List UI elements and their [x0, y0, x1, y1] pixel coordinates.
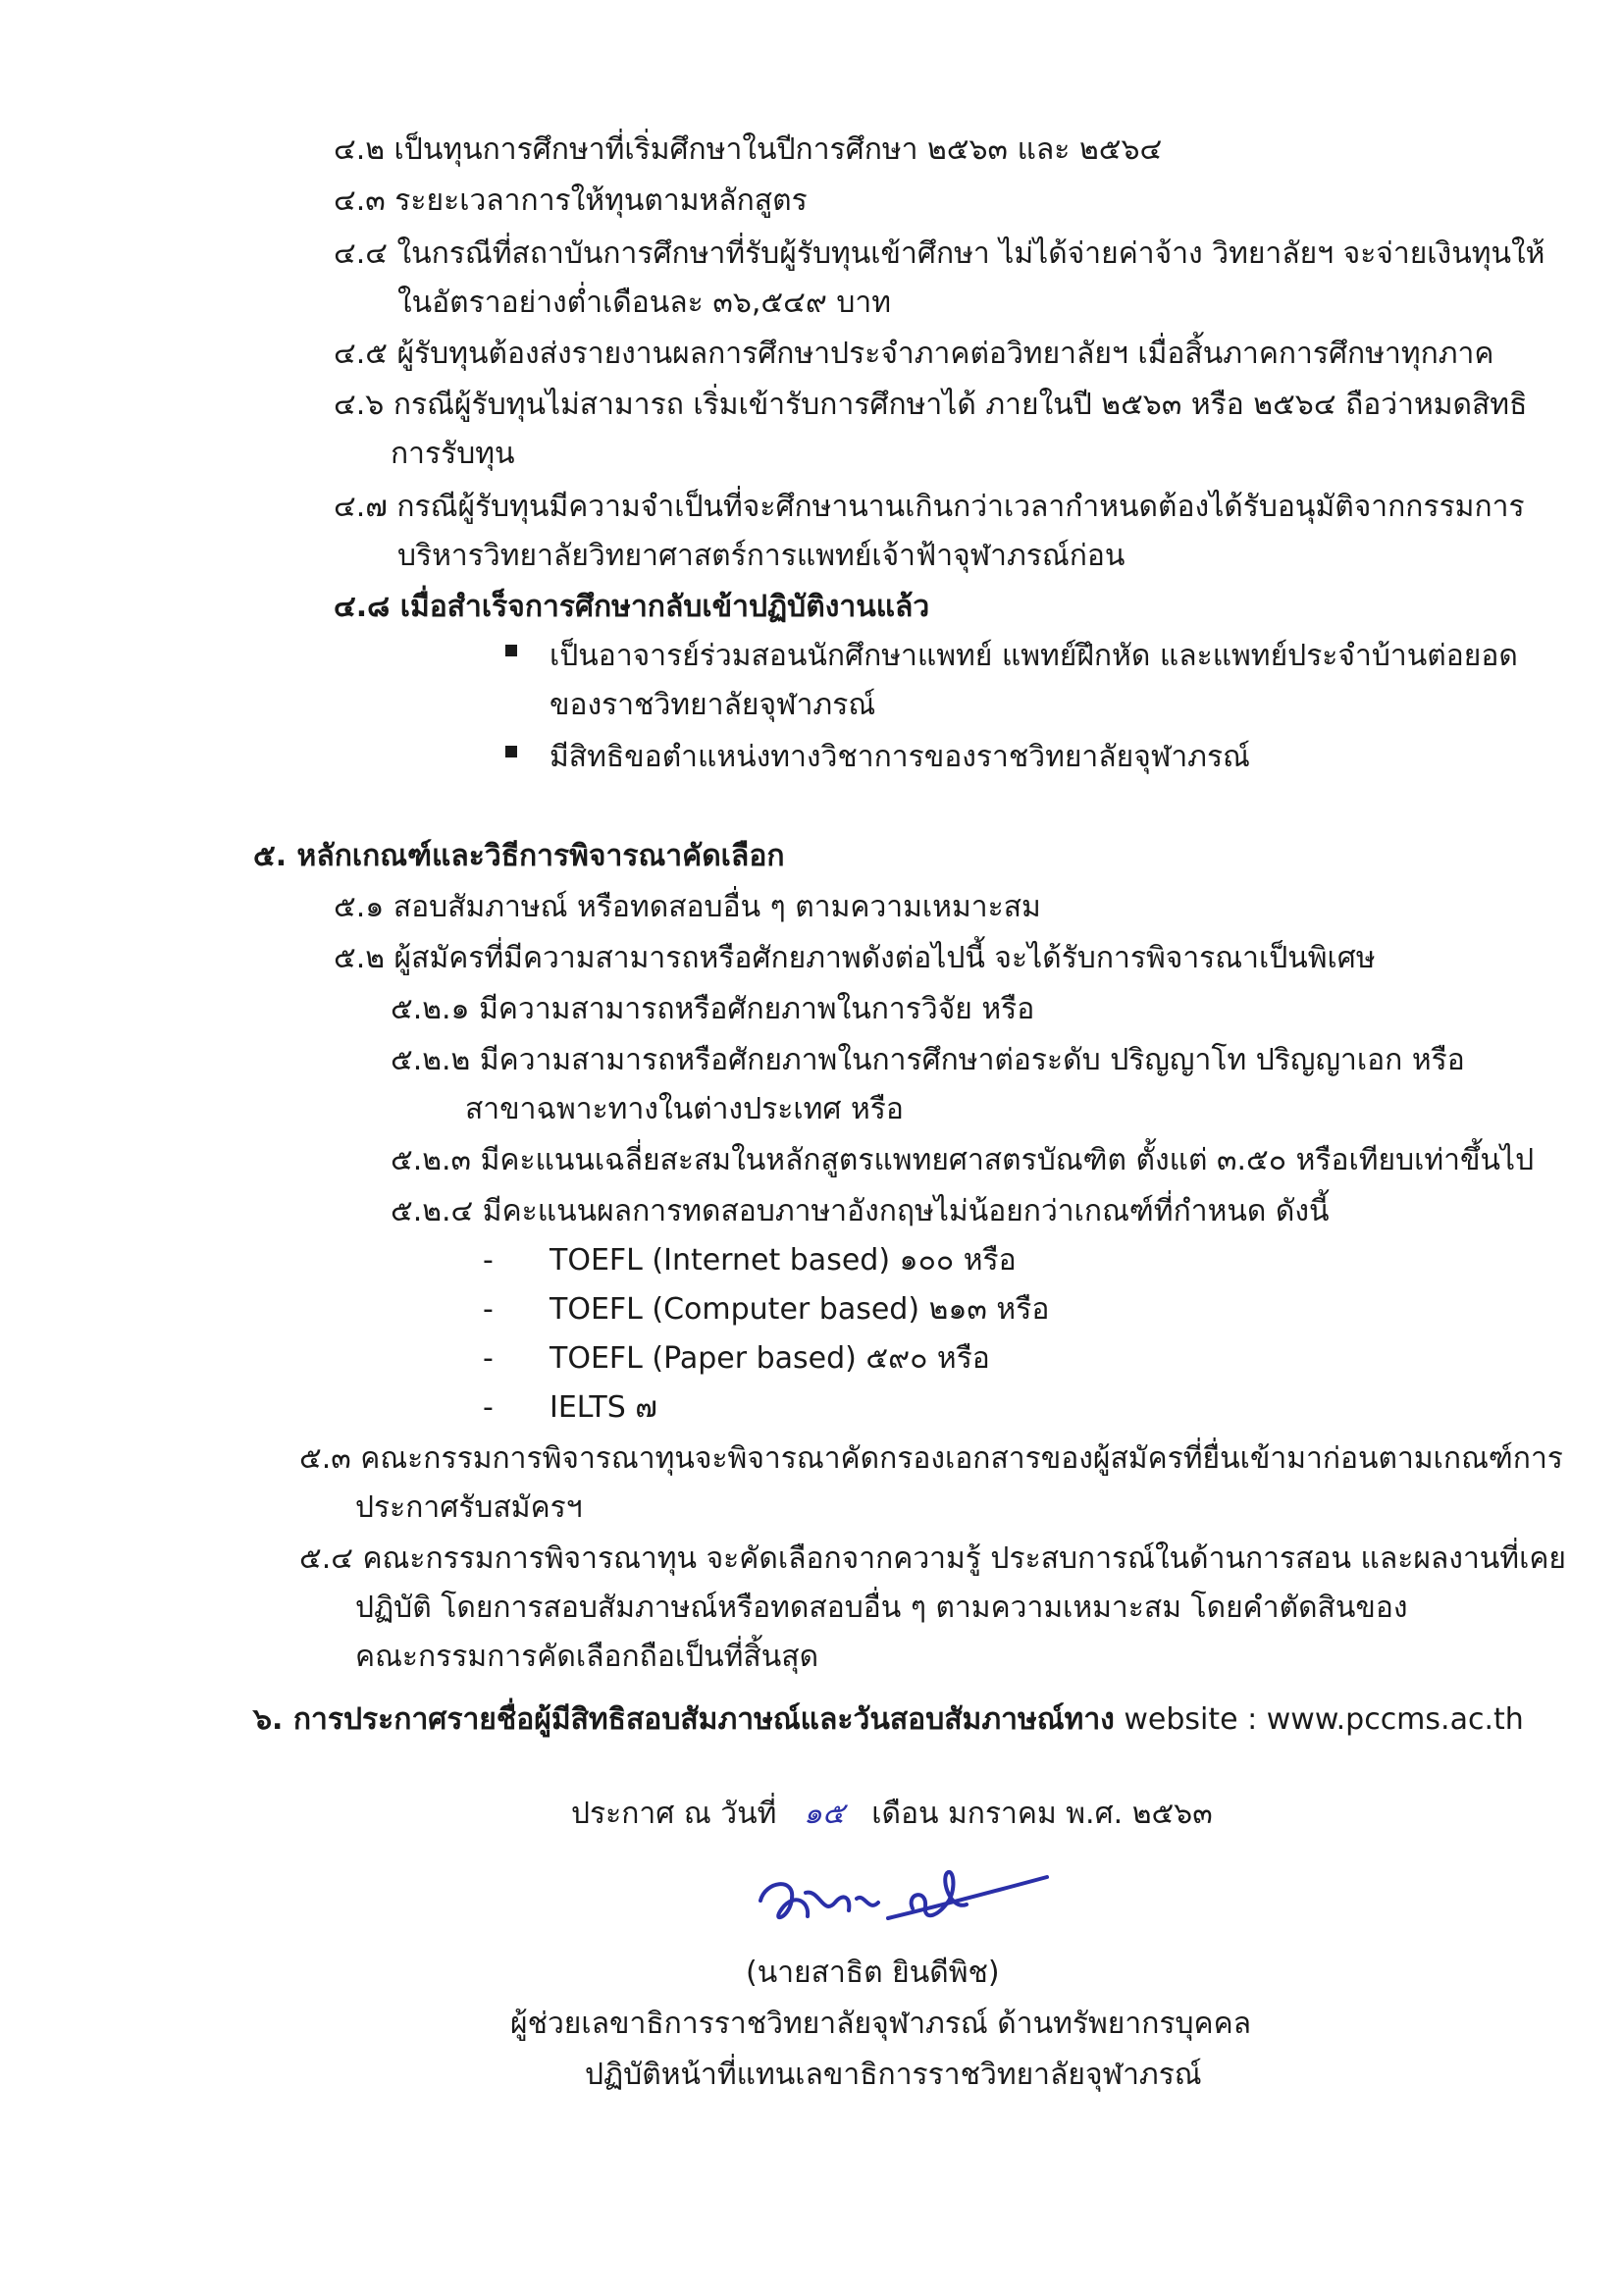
dash-marker: - — [483, 1292, 494, 1327]
announcement-date — [571, 1797, 1213, 1831]
signer-title-1: ผู้ช่วยเลขาธิการราชวิทยาลัยจุฬาภรณ์ ด้านทรัพยากรบุคคล — [510, 2007, 1252, 2041]
section-5-heading: ๕. หลักเกณฑ์และวิธีการพิจารณาคัดเลือก — [253, 839, 785, 873]
dash-marker: - — [483, 1390, 494, 1425]
item-4-8-heading: ๔.๘ เมื่อสำเร็จการศึกษากลับเข้าปฏิบัติงานแล้ว — [334, 590, 930, 624]
item-5-3-line2: ประกาศรับสมัครฯ — [355, 1490, 583, 1525]
test-ielts: IELTS ๗ — [550, 1390, 657, 1425]
item-5-4-line3: คณะกรรมการคัดเลือกถือเป็นที่สิ้นสุด — [355, 1640, 819, 1674]
item-4-4-line2: ในอัตราอย่างต่ำเดือนละ ๓๖,๕๔๙ บาท — [397, 286, 891, 320]
section-6-label: ๖. การประกาศรายชื่อผู้มีสิทธิสอบสัมภาษณ์และวันสอบสัมภาษณ์ทาง — [253, 1702, 1115, 1737]
test-toefl-internet: TOEFL (Internet based) ๑๐๐ หรือ — [550, 1243, 1017, 1278]
announce-day: ๑๕ — [803, 1797, 845, 1831]
signer-title-2: ปฏิบัติหน้าที่แทนเลขาธิการราชวิทยาลัยจุฬาภรณ์ — [585, 2058, 1202, 2092]
bullet-2: มีสิทธิขอตำแหน่งทางวิชาการของราชวิทยาลัยจุฬาภรณ์ — [550, 740, 1250, 774]
bullet-square — [505, 645, 517, 656]
item-4-7-line2: บริหารวิทยาลัยวิทยาศาสตร์การแพทย์เจ้าฟ้าจุฬาภรณ์ก่อน — [397, 539, 1126, 573]
item-5-4-line2: ปฏิบัติ โดยการสอบสัมภาษณ์หรือทดสอบอื่น ๆ ตามความเหมาะสม โดยคำตัดสินของ — [355, 1591, 1408, 1625]
item-5-2-2-line1: ๕.๒.๒ มีความสามารถหรือศักยภาพในการศึกษาต่อระดับ ปริญญาโท ปริญญาเอก หรือ — [391, 1043, 1465, 1077]
item-5-4-line1: ๕.๔ คณะกรรมการพิจารณาทุน จะคัดเลือกจากความรู้ ประสบการณ์ในด้านการสอน และผลงานที่เคย — [299, 1541, 1566, 1576]
item-5-2-4: ๕.๒.๔ มีคะแนนผลการทดสอบภาษาอังกฤษไม่น้อยกว่าเกณฑ์ที่กำหนด ดังนี้ — [391, 1194, 1330, 1228]
item-5-1: ๕.๑ สอบสัมภาษณ์ หรือทดสอบอื่น ๆ ตามความเหมาะสม — [334, 890, 1041, 924]
item-4-6-line1: ๔.๖ กรณีผู้รับทุนไม่สามารถ เริ่มเข้ารับการศึกษาได้ ภายในปี ๒๕๖๓ หรือ ๒๕๖๔ ถือว่าหมดสิทธิ — [334, 388, 1528, 422]
item-5-3-line1: ๕.๓ คณะกรรมการพิจารณาทุนจะพิจารณาคัดกรองเอกสารของผู้สมัครที่ยื่นเข้ามาก่อนตามเกณฑ์การ — [299, 1441, 1563, 1476]
item-4-4-line1: ๔.๔ ในกรณีที่สถาบันการศึกษาที่รับผู้รับทุนเข้าศึกษา ไม่ได้จ่ายค่าจ้าง วิทยาลัยฯ จะจ่ายเงินทุนให้ — [334, 236, 1545, 271]
signer-name: (นายสาธิต ยินดีพิช) — [746, 1956, 1000, 1990]
item-5-2: ๕.๒ ผู้สมัครที่มีความสามารถหรือศักยภาพดังต่อไปนี้ จะได้รับการพิจารณาเป็นพิเศษ — [334, 941, 1376, 975]
signature-image — [741, 1859, 1055, 1946]
bullet-square — [505, 746, 517, 757]
item-4-2: ๔.๒ เป็นทุนการศึกษาที่เริ่มศึกษาในปีการศึกษา ๒๕๖๓ และ ๒๕๖๔ — [334, 132, 1163, 167]
item-4-6-line2: การรับทุน — [391, 437, 515, 471]
dash-marker: - — [483, 1243, 494, 1278]
bullet-1-line2: ของราชวิทยาลัยจุฬาภรณ์ — [550, 688, 876, 722]
item-5-2-2-line2: สาขาฉพาะทางในต่างประเทศ หรือ — [465, 1092, 904, 1126]
test-toefl-computer: TOEFL (Computer based) ๒๑๓ หรือ — [550, 1292, 1050, 1327]
section-6-website: website : www.pccms.ac.th — [1114, 1702, 1524, 1737]
test-toefl-paper: TOEFL (Paper based) ๕๙๐ หรือ — [550, 1341, 990, 1376]
item-4-5: ๔.๕ ผู้รับทุนต้องส่งรายงานผลการศึกษาประจำภาคต่อวิทยาลัยฯ เมื่อสิ้นภาคการศึกษาทุกภาค — [334, 337, 1494, 371]
item-4-7-line1: ๔.๗ กรณีผู้รับทุนมีความจำเป็นที่จะศึกษานานเกินกว่าเวลากำหนดต้องได้รับอนุมัติจากกรรมการ — [334, 490, 1525, 524]
announce-suffix: เดือน มกราคม พ.ศ. ๒๕๖๓ — [871, 1797, 1213, 1831]
section-6 — [253, 1702, 1524, 1737]
dash-marker: - — [483, 1341, 494, 1376]
bullet-1-line1: เป็นอาจารย์ร่วมสอนนักศึกษาแพทย์ แพทย์ฝึกหัด และแพทย์ประจำบ้านต่อยอด — [550, 639, 1518, 673]
item-5-2-1: ๕.๒.๑ มีความสามารถหรือศักยภาพในการวิจัย หรือ — [391, 992, 1035, 1026]
item-4-3: ๔.๓ ระยะเวลาการให้ทุนตามหลักสูตร — [334, 183, 808, 218]
announce-prefix: ประกาศ ณ วันที่ — [571, 1797, 777, 1831]
item-5-2-3: ๕.๒.๓ มีคะแนนเฉลี่ยสะสมในหลักสูตรแพทยศาสตรบัณฑิต ตั้งแต่ ๓.๕๐ หรือเทียบเท่าขึ้นไป — [391, 1143, 1535, 1177]
